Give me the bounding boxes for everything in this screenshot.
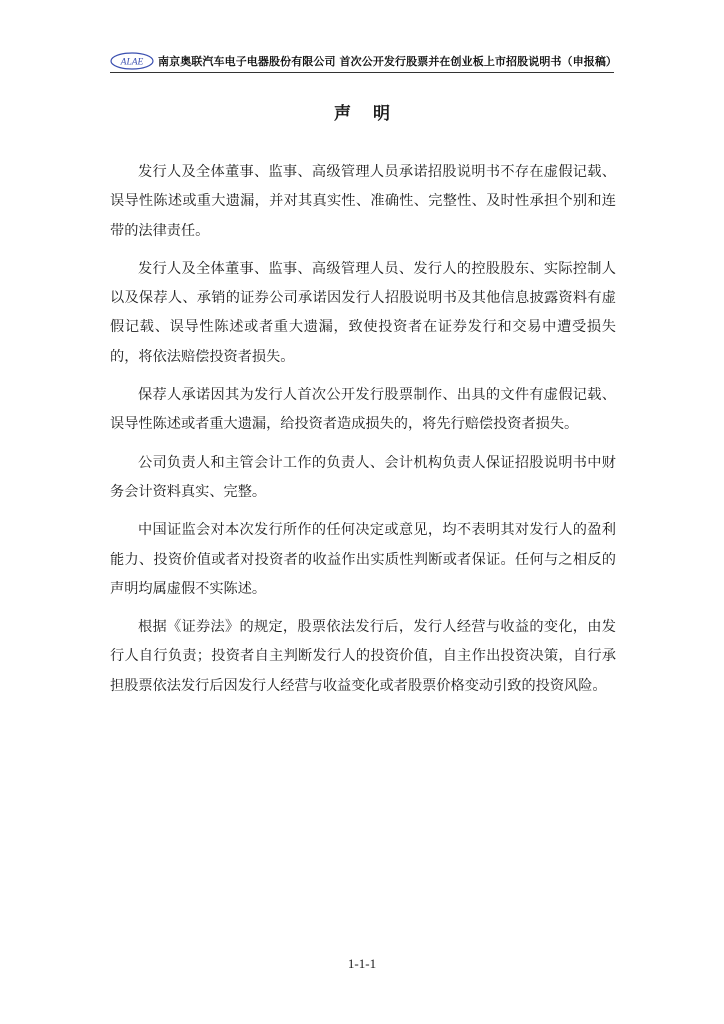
- statement-body: [110, 158, 616, 710]
- page-header: [110, 50, 618, 72]
- paragraph: 公司负责人和主管会计工作的负责人、会计机构负责人保证招股说明书中财务会计资料真实、完整。: [110, 454, 616, 500]
- paragraph: 发行人及全体董事、监事、高级管理人员承诺招股说明书不存在虚假记载、误导性陈述或重大遗漏，并对其真实性、准确性、完整性、及时性承担个别和连带的法律责任。: [110, 164, 616, 239]
- paragraph: 根据《证券法》的规定，股票依法发行后，发行人经营与收益的变化，由发行人自行负责；投资者自主判断发行人的投资价值，自主作出投资决策，自行承担股票依法发行后因发行人经营与收益变化或者股票价格变动引致的投资风险。: [110, 619, 616, 694]
- company-logo: [110, 52, 154, 70]
- paragraph: 保荐人承诺因其为发行人首次公开发行股票制作、出具的文件有虚假记载、误导性陈述或者重大遗漏，给投资者造成损失的，将先行赔偿投资者损失。: [110, 387, 616, 433]
- header-divider: [110, 72, 614, 73]
- svg-text:ALAE: ALAE: [120, 57, 144, 68]
- paragraph: 发行人及全体董事、监事、高级管理人员、发行人的控股股东、实际控制人以及保荐人、承销的证券公司承诺因发行人招股说明书及其他信息披露资料有虚假记载、误导性陈述或者重大遗漏，致使投资者在证券发行和交易中遭受损失的，将依法赔偿投资者损失。: [110, 260, 616, 365]
- page-number: 1-1-1: [347, 956, 377, 971]
- paragraph: 中国证监会对本次发行所作的任何决定或意见，均不表明其对发行人的盈利能力、投资价值或者对投资者的收益作出实质性判断或者保证。任何与之相反的声明均属虚假不实陈述。: [110, 522, 616, 597]
- header-title: 南京奥联汽车电子电器股份有限公司 首次公开发行股票并在创业板上市招股说明书（申报稿）: [158, 55, 618, 68]
- page-title: 声明: [334, 104, 412, 124]
